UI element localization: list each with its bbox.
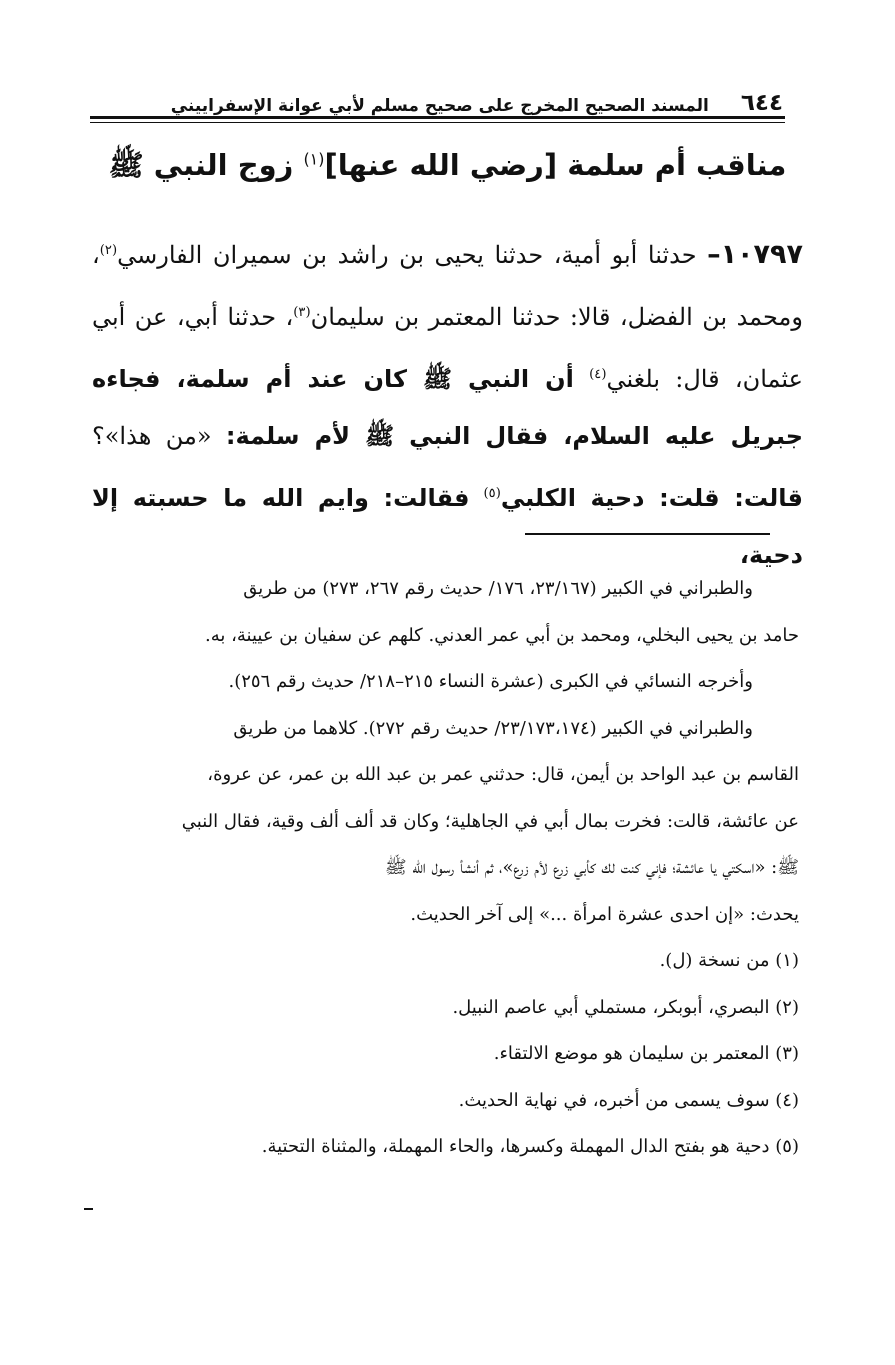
- footnote-separator: [525, 533, 770, 535]
- isnad-segment-3: ، حدثنا أبي، عن أبي عثمان، قال: بلغني: [92, 303, 803, 393]
- footnote-ref-2: (٢): [99, 243, 118, 258]
- footnote-ref-1: (١): [303, 149, 325, 169]
- footnote-ref-4: (٤): [589, 367, 607, 382]
- footnote-2: (٢) البصري، أبوبكر، مستملي أبي عاصم النبيل.: [452, 996, 799, 1018]
- footnote-4: (٤) سوف يسمى من أخبره، في نهاية الحديث.: [458, 1089, 799, 1111]
- footnote-continuation-line: يحدث: «إن احدى عشرة امرأة ...» إلى آخر الحديث.: [410, 903, 799, 925]
- footnote-ref-5: (٥): [483, 486, 501, 501]
- footnotes: [96, 566, 799, 1171]
- footnote-continuation-line: وأخرجه النسائي في الكبرى (عشرة النساء ٢١٥–٢١٨/ حديث رقم ٢٥٦).: [228, 671, 753, 692]
- footnote-continuation-line: والطبراني في الكبير (٢٣/١٦٧، ١٧٦/ حديث رقم ٢٦٧، ٢٧٣) من طريق: [243, 578, 753, 599]
- section-title: [100, 148, 795, 200]
- footnote-continuation-line: عن عائشة، قالت: فخرت بمال أبي في الجاهلية؛ وكان قد ألف ألف وقية، فقال النبي: [181, 810, 799, 832]
- footnote-ref-3: (٣): [293, 305, 311, 320]
- matn-bold-1: أن النبي ﷺ كان عند أم سلمة، فجاءه جبريل عليه السلام، فقال النبي ﷺ لأم سلمة:: [92, 365, 803, 450]
- matn-quote: «من هذا»؟: [92, 422, 212, 450]
- footnote-continuation-line: حامد بن يحيى البخلي، ومحمد بن أبي عمر العدني. كلهم عن سفيان بن عيينة، به.: [204, 624, 799, 646]
- hadith-number: ١٠٧٩٧–: [707, 239, 803, 270]
- footnote-3: (٣) المعتمر بن سليمان هو موضع الالتقاء.: [493, 1043, 799, 1064]
- matn-bold-3: فقالت: وايم الله ما حسبته إلا دحية،: [92, 484, 803, 569]
- header-rule: [90, 116, 785, 123]
- isnad-segment-2: ، ومحمد بن الفضل، قالا: حدثنا المعتمر بن سليمان: [92, 241, 803, 331]
- hadith-text: [92, 222, 803, 584]
- footnote-continuation-line: والطبراني في الكبير (٢٣/١٧٣،١٧٤/ حديث رقم ٢٧٢). كلاهما من طريق: [233, 717, 753, 739]
- section-title-tail: زوج النبي ﷺ: [108, 148, 294, 182]
- page-number: ٦٤٤: [740, 90, 783, 116]
- running-header: [90, 82, 783, 116]
- page-end-mark: [84, 1208, 93, 1210]
- footnote-continuation-line: القاسم بن عبد الواحد بن أيمن، قال: حدثني عمر بن عبد الله بن عمر، عن عروة،: [207, 764, 799, 785]
- footnote-1: (١) من نسخة (ل).: [659, 950, 799, 971]
- section-title-text: مناقب أم سلمة [رضي الله عنها]: [324, 148, 787, 182]
- running-title: المسند الصحيح المخرج على صحيح مسلم لأبي عوانة الإسفراييني: [170, 96, 709, 116]
- matn-bold-2: قالت: قلت: دحية الكلبي: [500, 484, 803, 512]
- isnad-segment-1: حدثنا أبو أمية، حدثنا يحيى بن راشد بن سميران الفارسي: [117, 241, 697, 269]
- continuation-mark: [760, 560, 768, 562]
- footnote-5: (٥) دحية هو بفتح الدال المهملة وكسرها، والحاء المهملة، والمثناة التحتية.: [261, 1136, 799, 1157]
- footnote-continuation-line: ﷺ: «اسكتي يا عائشة؛ فإني كنت لك كأبي زرع لأم زرع»، ثم أنشأ رسول الله ﷺ: [384, 857, 799, 878]
